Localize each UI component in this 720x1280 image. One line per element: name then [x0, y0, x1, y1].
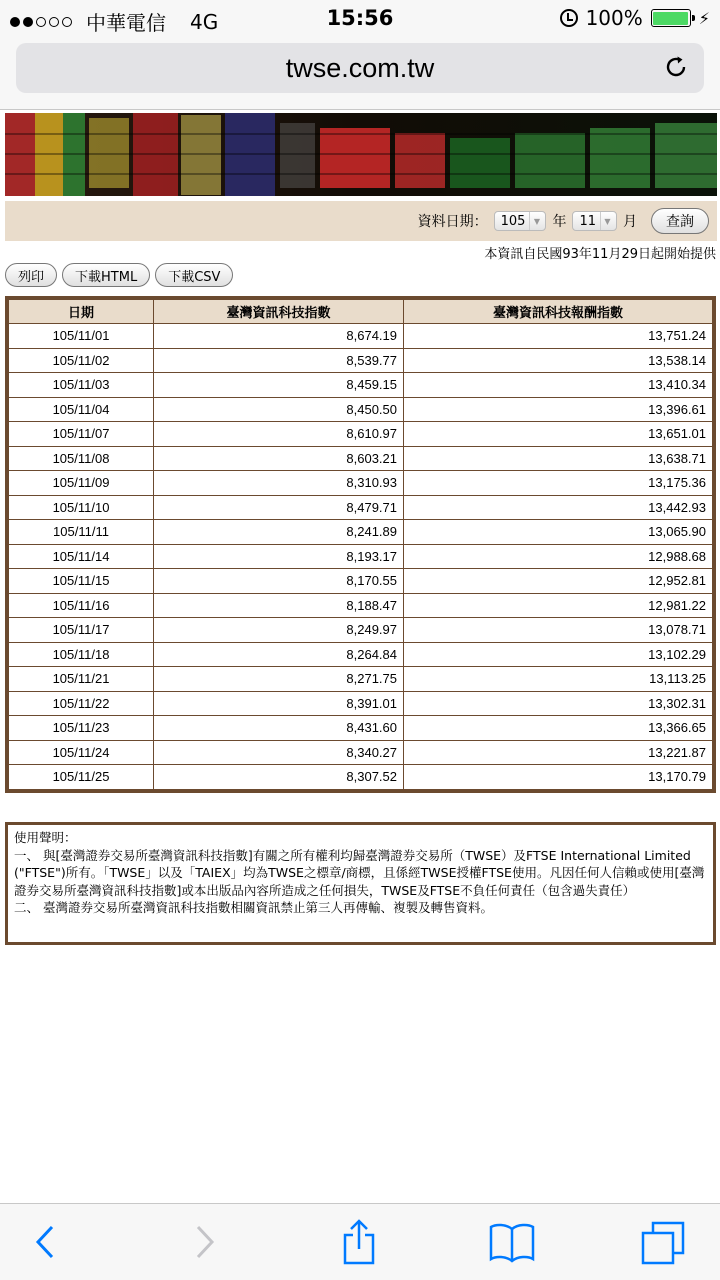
- cell-it-return-index: 13,638.71: [404, 446, 713, 471]
- carrier-name: 中華電信: [86, 11, 166, 35]
- tabs-button[interactable]: [638, 1218, 688, 1266]
- column-header-it-index: 臺灣資訊科技指數: [154, 300, 404, 324]
- forward-icon: [194, 1224, 216, 1260]
- url-text[interactable]: twse.com.tw: [285, 53, 435, 83]
- month-select-value: 11: [579, 213, 596, 229]
- date-query-controls: [418, 208, 709, 234]
- cell-it-return-index: 13,113.25: [404, 667, 713, 692]
- tabs-icon: [639, 1219, 687, 1265]
- cell-it-return-index: 13,078.71: [404, 618, 713, 643]
- banner-image: [5, 113, 717, 196]
- cell-date: 105/11/23: [9, 716, 154, 741]
- cell-it-index: 8,271.75: [154, 667, 404, 692]
- date-query-bar: [5, 201, 717, 241]
- index-table-container: [5, 296, 716, 793]
- cell-it-index: 8,459.15: [154, 373, 404, 398]
- year-select-value: 105: [500, 213, 526, 229]
- index-table: [8, 299, 713, 790]
- cell-it-return-index: 13,175.36: [404, 471, 713, 496]
- cell-it-index: 8,264.84: [154, 642, 404, 667]
- cell-it-index: 8,610.97: [154, 422, 404, 447]
- table-row: [9, 691, 713, 716]
- table-row: [9, 373, 713, 398]
- table-row: [9, 520, 713, 545]
- cell-it-return-index: 13,221.87: [404, 740, 713, 765]
- table-row: [9, 593, 713, 618]
- download-html-button[interactable]: 下載HTML: [62, 263, 150, 287]
- chevron-down-icon: ▼: [600, 212, 614, 230]
- year-unit: 年: [552, 214, 567, 230]
- status-bar: [0, 0, 720, 38]
- table-row: [9, 422, 713, 447]
- usage-disclaimer: [5, 822, 716, 945]
- table-row: [9, 348, 713, 373]
- table-body: [9, 324, 713, 790]
- table-row: [9, 667, 713, 692]
- share-button[interactable]: [334, 1218, 384, 1266]
- cell-it-index: 8,479.71: [154, 495, 404, 520]
- disclaimer-title: 使用聲明：: [14, 830, 77, 845]
- table-row: [9, 716, 713, 741]
- cell-it-return-index: 13,170.79: [404, 765, 713, 790]
- cell-it-return-index: 13,065.90: [404, 520, 713, 545]
- cell-it-return-index: 12,952.81: [404, 569, 713, 594]
- charging-icon: ⚡: [698, 8, 710, 28]
- cell-date: 105/11/15: [9, 569, 154, 594]
- cell-it-return-index: 13,302.31: [404, 691, 713, 716]
- status-time: 15:56: [326, 6, 394, 30]
- stock-board-image: [5, 113, 717, 196]
- data-availability-notice: 本資訊自民國93年11月29日起開始提供: [484, 247, 716, 262]
- cell-date: 105/11/16: [9, 593, 154, 618]
- cell-it-return-index: 13,410.34: [404, 373, 713, 398]
- battery-icon: [651, 9, 691, 27]
- table-row: [9, 642, 713, 667]
- table-row: [9, 446, 713, 471]
- cell-it-return-index: 13,538.14: [404, 348, 713, 373]
- cell-date: 105/11/07: [9, 422, 154, 447]
- cell-date: 105/11/08: [9, 446, 154, 471]
- cell-it-return-index: 13,442.93: [404, 495, 713, 520]
- browser-toolbar: [0, 1203, 720, 1280]
- cell-it-index: 8,249.97: [154, 618, 404, 643]
- cell-date: 105/11/17: [9, 618, 154, 643]
- battery-percent: 100%: [585, 6, 643, 30]
- cell-it-index: 8,539.77: [154, 348, 404, 373]
- share-icon: [341, 1219, 377, 1265]
- cell-date: 105/11/21: [9, 667, 154, 692]
- back-icon: [34, 1224, 56, 1260]
- forward-button[interactable]: [180, 1218, 230, 1266]
- month-unit: 月: [623, 214, 637, 230]
- cell-date: 105/11/14: [9, 544, 154, 569]
- cell-date: 105/11/25: [9, 765, 154, 790]
- back-button[interactable]: [20, 1218, 70, 1266]
- cell-it-index: 8,674.19: [154, 324, 404, 349]
- cell-date: 105/11/04: [9, 397, 154, 422]
- cell-it-return-index: 13,102.29: [404, 642, 713, 667]
- cell-date: 105/11/24: [9, 740, 154, 765]
- cell-it-index: 8,340.27: [154, 740, 404, 765]
- cell-it-return-index: 13,366.65: [404, 716, 713, 741]
- cell-it-index: 8,307.52: [154, 765, 404, 790]
- bookmarks-button[interactable]: [487, 1218, 537, 1266]
- cell-date: 105/11/03: [9, 373, 154, 398]
- table-row: [9, 765, 713, 790]
- cell-it-return-index: 13,651.01: [404, 422, 713, 447]
- cell-it-index: 8,170.55: [154, 569, 404, 594]
- disclaimer-item-2: 二、 臺灣證券交易所臺灣資訊科技指數相關資訊禁止第三人再傳輸、複製及轉售資料。: [14, 900, 493, 915]
- table-row: [9, 495, 713, 520]
- url-field[interactable]: [16, 43, 704, 93]
- cell-it-index: 8,431.60: [154, 716, 404, 741]
- browser-address-bar: [0, 38, 720, 110]
- cell-date: 105/11/01: [9, 324, 154, 349]
- column-header-date: 日期: [9, 300, 154, 324]
- alarm-icon: [560, 9, 578, 27]
- reload-icon[interactable]: [664, 55, 688, 79]
- table-row: [9, 397, 713, 422]
- cell-date: 105/11/18: [9, 642, 154, 667]
- cell-date: 105/11/11: [9, 520, 154, 545]
- table-header-row: [9, 300, 713, 324]
- cell-it-index: 8,450.50: [154, 397, 404, 422]
- action-buttons: [5, 263, 233, 287]
- print-button[interactable]: 列印: [5, 263, 57, 287]
- year-select[interactable]: [494, 211, 547, 231]
- cell-date: 105/11/10: [9, 495, 154, 520]
- cell-it-return-index: 12,988.68: [404, 544, 713, 569]
- table-row: [9, 544, 713, 569]
- download-csv-button[interactable]: 下載CSV: [155, 263, 233, 287]
- cell-date: 105/11/22: [9, 691, 154, 716]
- cell-it-index: 8,603.21: [154, 446, 404, 471]
- network-type: 4G: [190, 9, 219, 34]
- query-button[interactable]: 查詢: [651, 208, 709, 234]
- table-row: [9, 740, 713, 765]
- table-row: [9, 324, 713, 349]
- disclaimer-item-1: 一、 與[臺灣證券交易所臺灣資訊科技指數]有關之所有權利均歸臺灣證券交易所（TWSE）及FTSE International Limited ("FTSE")所有。「TWSE」以及「TAIEX」均為TWSE之標章/商標，且係經TWSE授權FTSE使用。凡因任何人信賴或使用[臺灣證券交易所臺灣資訊科技指數]或本出版品內容所造成之任何損失，TWSE及FTSE不負任何責任（包含過失責任）: [14, 847, 705, 898]
- table-row: [9, 569, 713, 594]
- chevron-down-icon: ▼: [529, 212, 543, 230]
- bookmarks-icon: [488, 1221, 536, 1263]
- cell-it-index: 8,391.01: [154, 691, 404, 716]
- cell-it-return-index: 12,981.22: [404, 593, 713, 618]
- cell-it-index: 8,188.47: [154, 593, 404, 618]
- column-header-it-return-index: 臺灣資訊科技報酬指數: [404, 300, 713, 324]
- table-row: [9, 618, 713, 643]
- cell-date: 105/11/02: [9, 348, 154, 373]
- cell-date: 105/11/09: [9, 471, 154, 496]
- cell-it-return-index: 13,396.61: [404, 397, 713, 422]
- cell-it-index: 8,193.17: [154, 544, 404, 569]
- cell-it-index: 8,310.93: [154, 471, 404, 496]
- date-label: 資料日期：: [417, 214, 488, 230]
- month-select[interactable]: [572, 211, 617, 231]
- cell-it-index: 8,241.89: [154, 520, 404, 545]
- table-row: [9, 471, 713, 496]
- cell-it-return-index: 13,751.24: [404, 324, 713, 349]
- status-right: [560, 6, 710, 30]
